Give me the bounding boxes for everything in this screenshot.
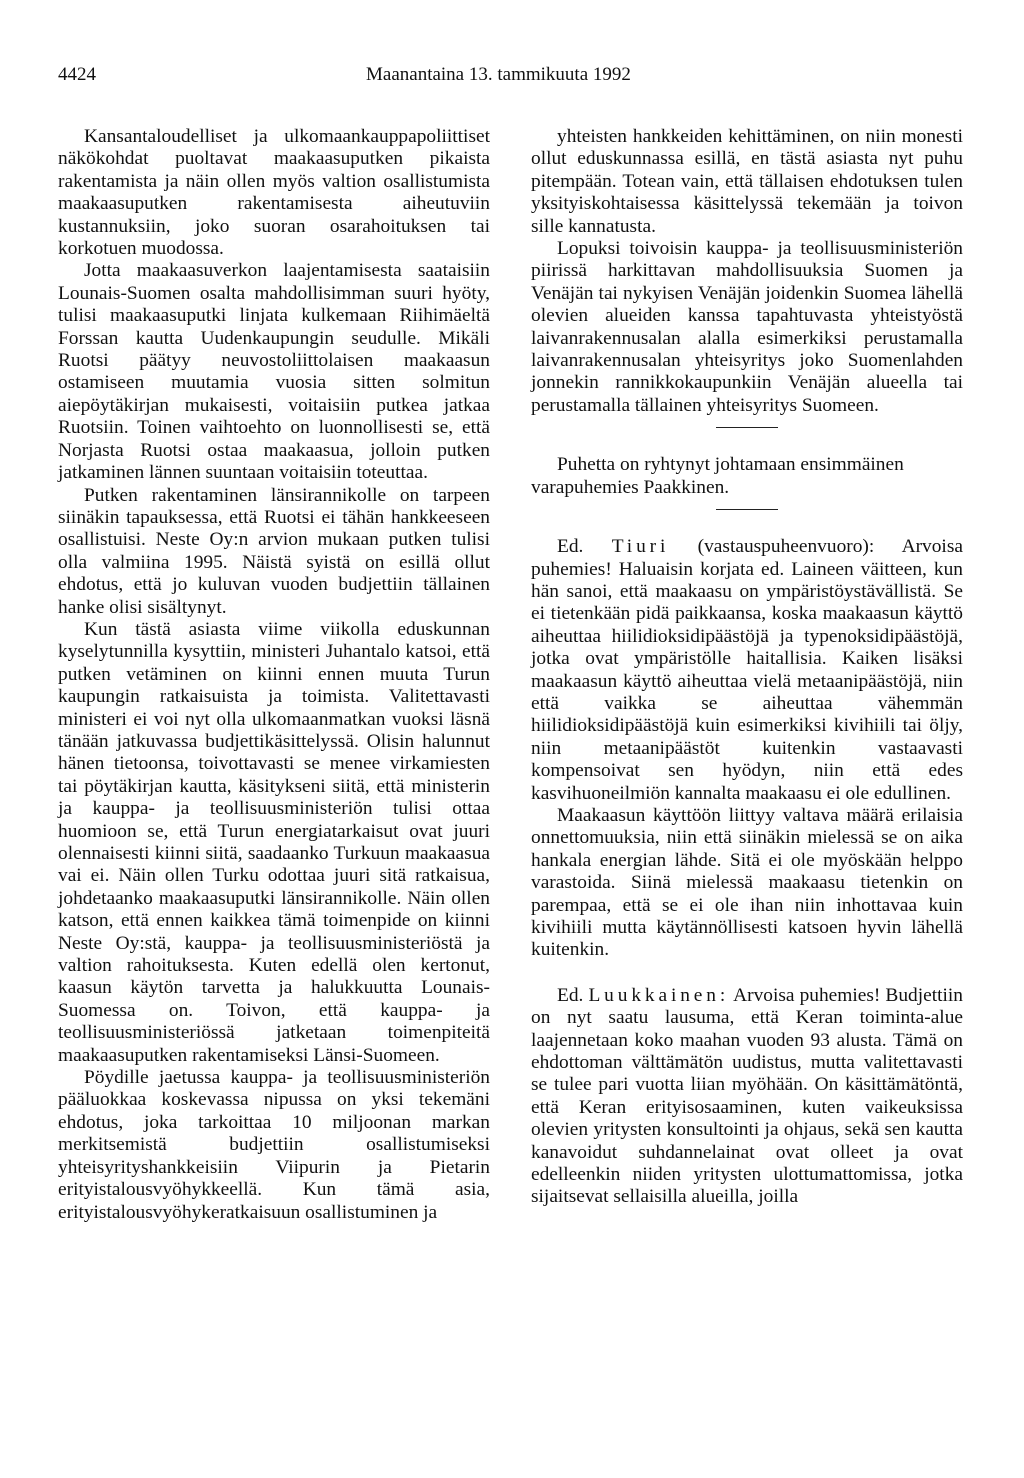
speech-luukkainen — [531, 985, 963, 1209]
paragraph-west-coast: Putken rakentaminen länsirannikolle on tarpeen siinäkin tapauksessa, että Ruotsi ei tähän hankkeeseen osallistuisi. Neste Oy:n arvion mukaan putken tulisi olla valmiina 1995. Näistä syistä on esillä ollut ehdotus, että jo kuluvan vuoden budjettiin tällainen hanke olisi sisältynyt. — [58, 484, 490, 618]
speaker-prefix: Ed. — [557, 536, 584, 558]
spacer — [531, 962, 963, 985]
section-divider — [716, 427, 778, 428]
speech-text: Arvoisa puhemies! Budjettiin on nyt saatu lausuma, että Keran toiminta-alue laajennetaan koko maahan vuoden 93 alusta. Tämä on ehdottoman välttämätön uudistus, mutta valitettavasti se tulee pari vuotta liian myöhään. On käsittämätöntä, että Keran erityisosaaminen, kuten vaikeuksissa olevien yritysten konsultointi ja ohjaus, sekä sen kautta kanavoidut suhdannelainat ovat olleet ja ovat edelleenkin niiden yritysten ulottumattomissa, jotka sijaitsevat sellaisilla alueilla, joilla — [531, 984, 963, 1208]
left-column — [58, 126, 490, 1224]
chair-change-note: Puhetta on ryhtynyt johtamaan ensimmäinen varapuhemies Paakkinen. — [531, 454, 904, 498]
paragraph-budget-proposal: Pöydille jaetussa kauppa- ja teollisuusministeriön pääluokkaa koskevassa nipussa on yksi tekemäni ehdotus, joka tarkoittaa 10 miljoonan markan merkitsemistä budjettiin osallistumiseksi yhteisyrityshankkeisiin Viipurin ja Pietarin erityistalousvyöhykkeellä. Kun tämä asia, erityistalousvyöhykeratkaisuun osallistuminen ja — [58, 1067, 490, 1223]
section-divider — [716, 509, 778, 510]
speech-text: Arvoisa puhemies! Haluaisin korjata ed. Laineen väitteen, kun hän sanoi, että maakaasu on ympäristöystävällistä. Se ei tietenkään pidä paikkaansa, koska maakaasun käyttö aiheuttaa hiilidioksidipäästöjä ja typenoksidipäästöjä, jotka ovat ympäristölle haitallisia. Kaiken lisäksi maakaasun käyttö aiheuttaa vielä metaanipäästöjä, niin että vaikka se aiheuttaa vähemmän hiilidioksidipäästöjä kuin esimerkiksi kivihiili tai öljy, niin metaanipäästöt kuitenkin vastaavasti kompensoivat sen hyödyn, niin että edes kasvihuoneilmiön kannalta maakaasu ei ole edullinen. — [531, 536, 963, 804]
speech-tiuri — [531, 536, 963, 805]
page-number: 4424 — [58, 64, 96, 85]
speaker-prefix: Ed. — [557, 984, 584, 1006]
paragraph-shipbuilding: Lopuksi toivoisin kauppa- ja teollisuusministeriön piirissä harkittavan mahdollisuuksia Suomen ja Venäjän tai nykyisen Venäjän joidenkin Suomea lähellä olevien alueiden kanssa tapahtuvasta yhteistyöstä laivanrakennusalan alalla esimerkiksi perustamalla laivanrakennusalan yhteisyritys joko Suomenlahden jonnekin rannikkokaupunkiin Venäjän alueella tai perustamalla tällainen yhteisyritys Suomeen. — [531, 238, 963, 416]
spacer — [531, 520, 963, 536]
paragraph-question-time: Kun tästä asiasta viime viikolla eduskunnan kyselytunnilla kysyttiin, ministeri Juhantalo katsoi, että putken vetäminen on kiinni ennen muuta Turun kaupungin ratkaisuista ja toimista. Valitettavasti ministeri ei voi nyt olla ulkomaanmatkan vuoksi läsnä tänään jatkuvassa budjettikäsittelyssä. Olisin halunnut hänen tietoonsa, toivottavasti se menee virkamiesten tai pöytäkirjan kautta, käsitykseni siitä, että ministerin ja kauppa- ja teollisuusministeriön tulisi ottaa huomioon se, että Turun energiatarkaisut ovat juuri olennaisesti kiinni siitä, saadaanko Turkuun maakaasua vai ei. Näin ollen Turku odottaa juuri sitä ratkaisua, johdetaanko maakaasuputki länsirannikolle. Näin ollen katson, että ennen kaikkea tämä toimenpide on kiinni Neste Oy:stä, kauppa- ja teollisuusministeriöstä ja valtion rahoituksesta. Kuten edellä olen kertonut, kaasun käytön tarvetta ja halukkuutta Lounais-Suomessa on. Toivon, että kauppa- ja teollisuusministeriössä jatketaan toimenpiteitä maakaasuputken rakentamiseksi Länsi-Suomeen. — [58, 618, 490, 1066]
speech-type: (vastauspuheenvuoro): — [697, 536, 875, 558]
paragraph-joint-projects: yhteisten hankkeiden kehittäminen, on niin monesti ollut eduskunnassa esillä, en tästä asiasta nyt puhu pitempään. Totean vain, että tällaisen ehdotuksen tulen yksityiskohtaisessa käsittelyssä tekemään ja toivon sille kannatusta. — [531, 126, 963, 237]
right-column — [531, 126, 963, 1209]
paragraph-gas-pipeline-economics: Kansantaloudelliset ja ulkomaankauppapoliittiset näkökohdat puoltavat maakaasuputken pikaista rakentamista ja näin ollen myös valtion osallistumista maakaasuputken rakentamisesta aiheutuviin kustannuksiin, joko suoran osarahoituksen tai korkotuen muodossa. — [58, 126, 490, 260]
spacer — [531, 438, 963, 454]
speaker-name-tiuri: Tiuri — [611, 536, 670, 558]
paragraph-gas-accidents: Maakaasun käyttöön liittyy valtava määrä erilaisia onnettomuuksia, niin että siinäkin mielessä se on aika hankala energian lähde. Sitä ei ole myöskään helppo varastoida. Siinä mielessä maakaasu tietenkin on parempaa, että se ei ole ihan niin inhottavaa kuin kivihiili mutta käytännöllisesti katsoen hyvin lähellä kuitenkin. — [531, 804, 963, 961]
running-head-date: Maanantaina 13. tammikuuta 1992 — [366, 64, 631, 85]
speaker-name-luukkainen: Luukkainen: — [588, 984, 730, 1006]
paragraph-pipeline-route: Jotta maakaasuverkon laajentamisesta saataisiin Lounais-Suomen osalta mahdollisimman suuri hyöty, tulisi maakaasuputki linjata kulkemaan Riihimäeltä Forssan kautta Uudenkaupungin seudulle. Mikäli Ruotsi päätyy neuvostoliittolaisen maakaasun ostamiseen muutamia vuosia sitten solmitun aiepöytäkirjan mukaisesti, voitaisiin putkea jatkaa Ruotsiin. Toinen vaihtoehto on luonnollisesti se, että Norjasta Ruotsi ostaa maakaasua, jolloin putken jatkaminen lännen suuntaan voitaisiin toteuttaa. — [58, 260, 490, 484]
page-header — [58, 60, 966, 90]
